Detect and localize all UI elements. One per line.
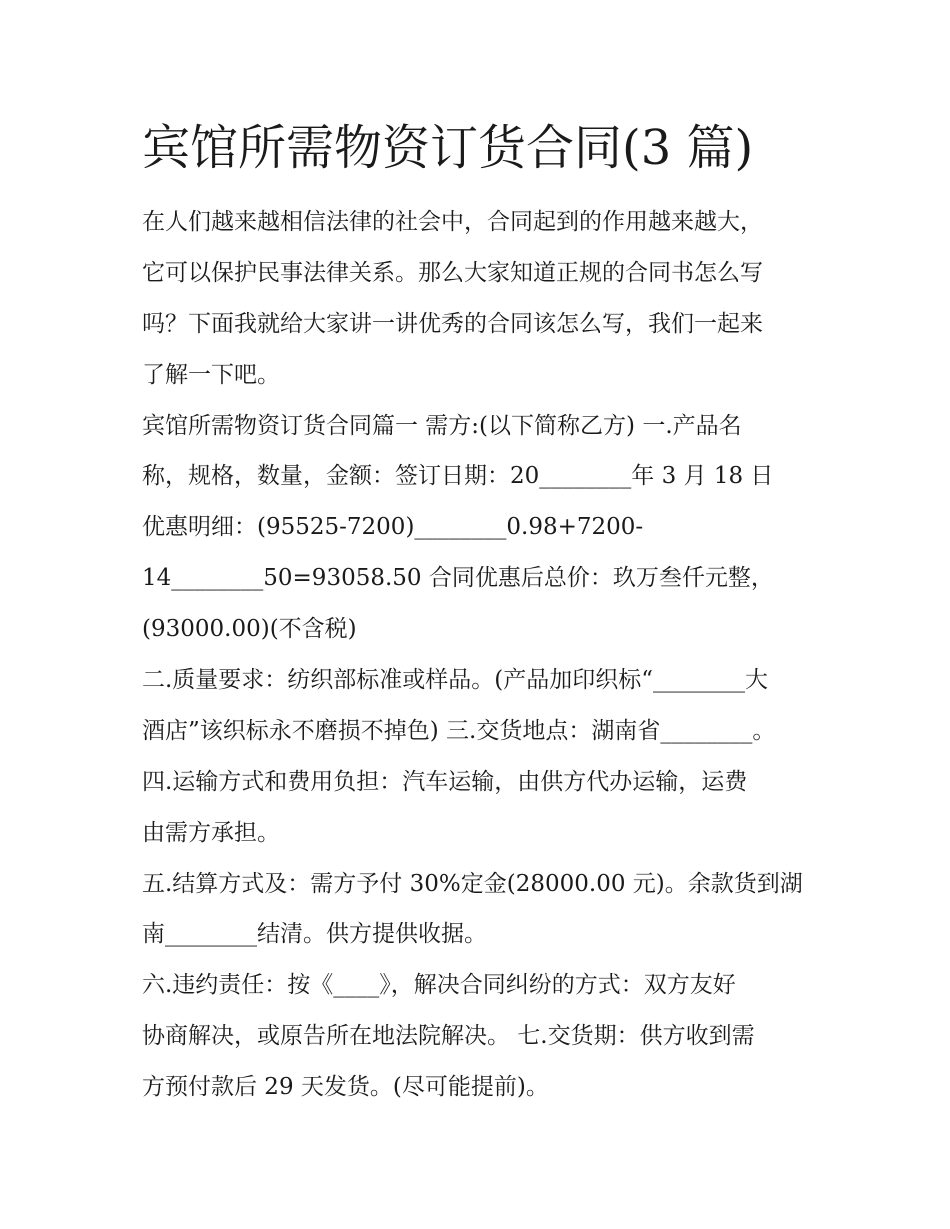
text-line: 它可以保护民事法律关系。那么大家知道正规的合同书怎么写 xyxy=(142,259,763,286)
text-line: 宾馆所需物资订货合同篇一 需方:(以下简称乙方) 一.产品名 xyxy=(142,412,742,439)
text-line: 酒店”该织标永不磨损不掉色) 三.交货地点：湖南省________。 xyxy=(142,717,776,744)
text-line: 方预付款后 29 天发货。(尽可能提前)。 xyxy=(142,1074,549,1101)
text-line: 南________结清。供方提供收据。 xyxy=(142,921,487,948)
text-line: 14________50=93058.50 合同优惠后总价：玖万叁仟元整， xyxy=(142,565,774,592)
text-line: 六.违约责任：按《____》，解决合同纠纷的方式：双方友好 xyxy=(142,972,736,999)
text-line: 称，规格，数量，金额：签订日期：20________年 3 月 18 日 xyxy=(142,463,774,490)
text-line: (93000.00)(不含税) xyxy=(142,616,357,643)
text-line: 由需方承担。 xyxy=(142,819,280,846)
document-page xyxy=(142,118,822,1113)
document-body xyxy=(142,197,822,1113)
text-line: 优惠明细：(95525-7200)________0.98+7200- xyxy=(142,514,644,541)
text-line: 了解一下吧。 xyxy=(142,361,280,388)
text-line: 五.结算方式及：需方予付 30%定金(28000.00 元)。余款货到湖 xyxy=(142,870,803,897)
text-line: 二.质量要求：纺织部标准或样品。(产品加印织标“________大 xyxy=(142,667,769,694)
text-line: 协商解决，或原告所在地法院解决。 七.交货期：供方收到需 xyxy=(142,1023,755,1050)
text-line: 吗？下面我就给大家讲一讲优秀的合同该怎么写，我们一起来 xyxy=(142,310,763,337)
document-title: 宾馆所需物资订货合同(3 篇) xyxy=(142,120,754,176)
text-line: 四.运输方式和费用负担：汽车运输，由供方代办运输，运费 xyxy=(142,768,748,795)
text-line: 在人们越来越相信法律的社会中，合同起到的作用越来越大， xyxy=(142,209,763,235)
